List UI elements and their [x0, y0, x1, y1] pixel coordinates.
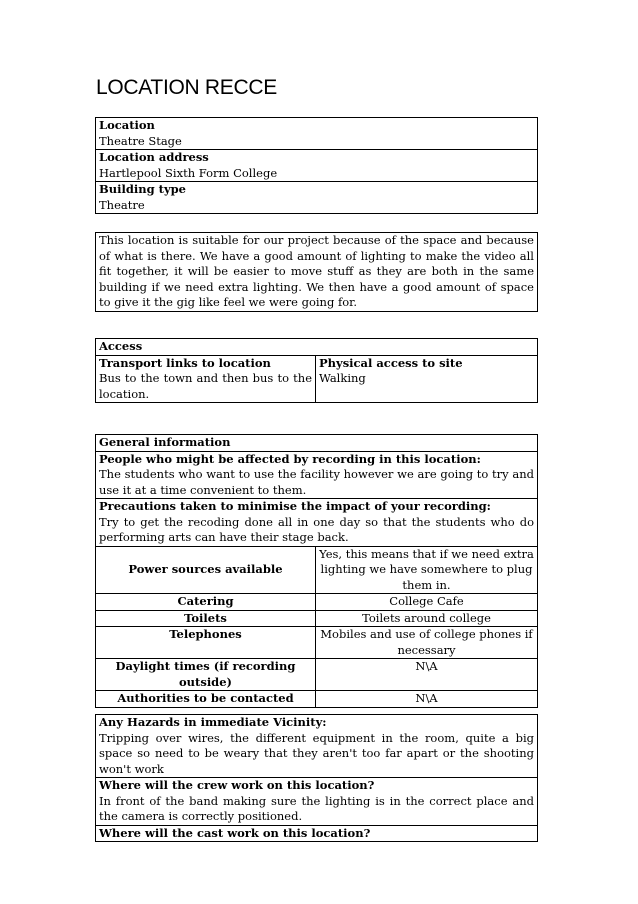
info-label: Authorities to be contacted — [96, 691, 316, 707]
info-value: Mobiles and use of college phones if necessary — [320, 627, 533, 657]
physical-label: Physical access to site — [319, 355, 463, 370]
location-value: Theatre Stage — [99, 133, 182, 148]
transport-value: Bus to the town and then bus to the location. — [96, 371, 316, 402]
building-label: Building type — [99, 182, 186, 196]
hazards-label: Any Hazards in immediate Vicinity: — [99, 715, 327, 729]
address-label: Location address — [99, 150, 209, 164]
info-value: Yes, this means that if we need extra lighting we have somewhere to plug them in. — [319, 546, 534, 592]
precautions-row — [96, 498, 537, 546]
info-label: Power sources available — [96, 547, 316, 594]
page-title: LOCATION RECCE — [96, 76, 277, 99]
hazards-table — [95, 714, 538, 842]
general-table — [95, 434, 538, 708]
building-value: Theatre — [99, 197, 145, 212]
location-label: Location — [99, 118, 155, 132]
info-row — [96, 658, 537, 690]
info-row — [96, 626, 537, 658]
physical-value: Walking — [319, 371, 366, 385]
cast-label: Where will the cast work on this location? — [99, 825, 371, 840]
access-labels-row — [96, 355, 537, 372]
info-label: Telephones — [96, 627, 316, 658]
info-value: N\A — [415, 691, 438, 705]
crew-value: In front of the band making sure the lighting is in the correct place and the camera is correctly positioned. — [99, 793, 534, 823]
hazards-row — [96, 715, 537, 777]
location-row — [96, 118, 537, 149]
cast-row — [96, 825, 537, 842]
info-label: Daylight times (if recording outside) — [96, 659, 316, 690]
transport-label: Transport links to location — [96, 356, 316, 372]
hazards-value: Tripping over wires, the different equipment in the room, quite a big space so need to be weary that they aren't too far apart or the shooting won't work — [99, 730, 534, 776]
info-row — [96, 610, 537, 627]
info-label: Toilets — [96, 611, 316, 627]
info-row — [96, 546, 537, 594]
info-value: College Cafe — [389, 594, 464, 608]
precautions-value: Try to get the recoding done all in one day so that the students who do performing arts can have their stage back. — [99, 514, 534, 544]
info-value: N\A — [415, 659, 438, 673]
access-values-row — [96, 371, 537, 402]
info-label: Catering — [96, 594, 316, 610]
address-value: Hartlepool Sixth Form College — [99, 165, 278, 180]
people-row — [96, 451, 537, 499]
access-header: Access — [99, 339, 143, 353]
people-label: People who might be affected by recording in this location: — [99, 451, 481, 466]
info-row — [96, 593, 537, 610]
precautions-label: Precautions taken to minimise the impact of your recording: — [99, 499, 491, 513]
address-row — [96, 149, 537, 181]
info-value: Toilets around college — [362, 610, 491, 625]
general-header: General information — [99, 435, 231, 449]
location-table — [95, 117, 538, 214]
suitability-text: This location is suitable for our project because of the space and because of what is there. We have a good amount of lighting to make the video all fit together, it will be easier to move stuff as they are both in the same building if we need extra lighting. We then have a good amount of space to give it the gig like feel we were going for. — [99, 233, 534, 309]
crew-label: Where will the crew work on this location? — [99, 778, 375, 792]
crew-row — [96, 777, 537, 825]
info-row — [96, 690, 537, 707]
suitability-box — [95, 232, 538, 312]
building-row — [96, 181, 537, 213]
access-table — [95, 338, 538, 403]
people-value: The students who want to use the facility however we are going to try and use it at a time convenient to them. — [99, 467, 534, 497]
